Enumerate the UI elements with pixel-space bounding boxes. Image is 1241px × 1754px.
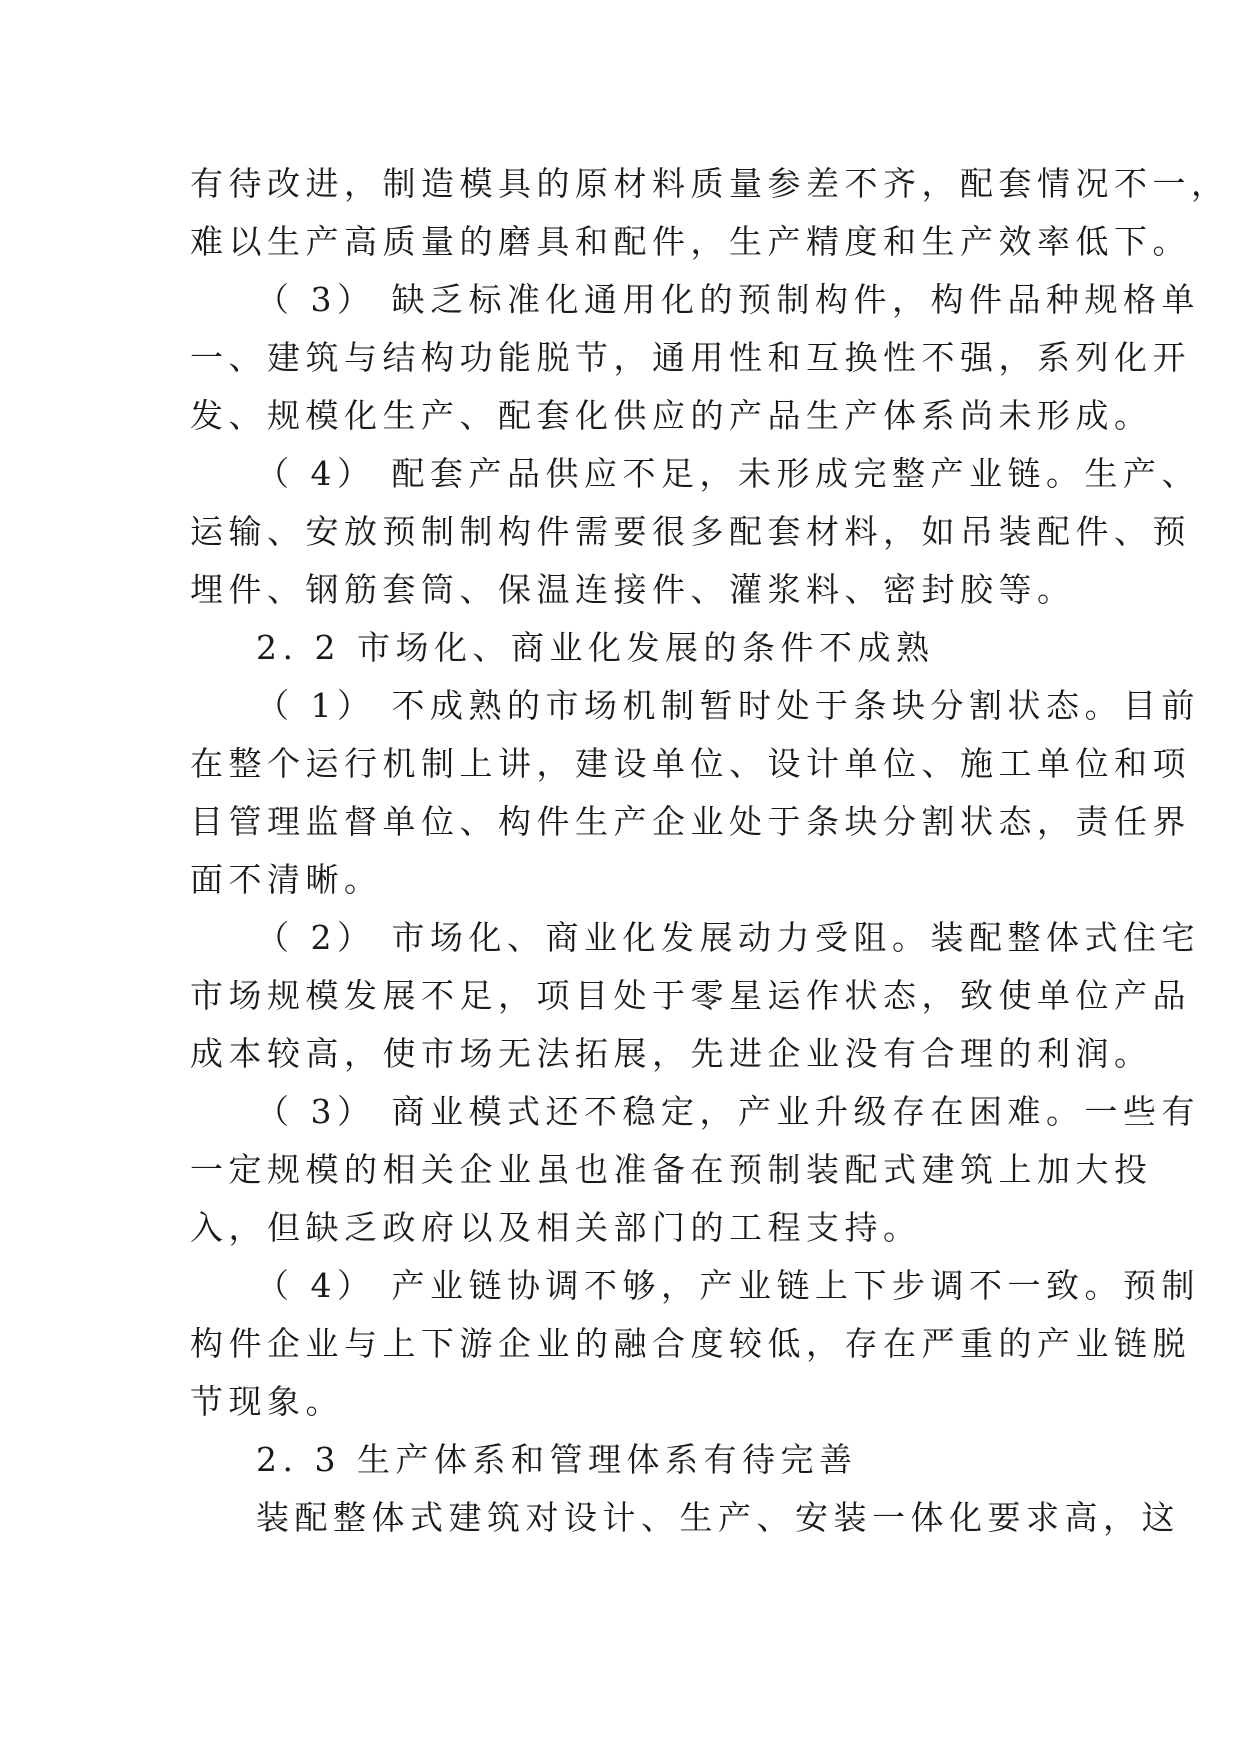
text-line: 发、规模化生产、配套化供应的产品生产体系尚未形成。 xyxy=(190,396,1153,435)
section-heading: 2. 2 市场化、商业化发展的条件不成熟 xyxy=(256,628,935,667)
text-line: 构件企业与上下游企业的融合度较低，存在严重的产业链脱 xyxy=(190,1324,1191,1363)
paragraph-start-line: （ 3） 商业模式还不稳定，产业升级存在困难。一些有 xyxy=(256,1092,1200,1131)
section-heading: 2. 3 生产体系和管理体系有待完善 xyxy=(256,1440,858,1479)
text-line: 节现象。 xyxy=(190,1382,344,1421)
text-line: 目管理监督单位、构件生产企业处于条块分割状态，责任界 xyxy=(190,802,1191,841)
text-line: 入，但缺乏政府以及相关部门的工程支持。 xyxy=(190,1208,922,1247)
text-line: 面不清晰。 xyxy=(190,860,383,899)
text-line: 在整个运行机制上讲，建设单位、设计单位、施工单位和项 xyxy=(190,744,1191,783)
text-line: 一、建筑与结构功能脱节，通用性和互换性不强，系列化开 xyxy=(190,338,1191,377)
paragraph-start-line: （ 2） 市场化、商业化发展动力受阻。装配整体式住宅 xyxy=(256,918,1200,957)
paragraph-start-line: （ 4） 配套产品供应不足，未形成完整产业链。生产、 xyxy=(256,454,1200,493)
text-line: 成本较高，使市场无法拓展，先进企业没有合理的利润。 xyxy=(190,1034,1153,1073)
paragraph-start-line: （ 4） 产业链协调不够，产业链上下步调不一致。预制 xyxy=(256,1266,1200,1305)
text-line: 埋件、钢筋套筒、保温连接件、灌浆料、密封胶等。 xyxy=(190,570,1076,609)
text-line: 运输、安放预制制构件需要很多配套材料，如吊装配件、预 xyxy=(190,512,1191,551)
paragraph-start-line: （ 3） 缺乏标准化通用化的预制构件，构件品种规格单 xyxy=(256,280,1200,319)
text-line: 有待改进，制造模具的原材料质量参差不齐，配套情况不一， xyxy=(190,164,1230,203)
text-line: 市场规模发展不足，项目处于零星运作状态，致使单位产品 xyxy=(190,976,1191,1015)
paragraph-start-line: （ 1） 不成熟的市场机制暂时处于条块分割状态。目前 xyxy=(256,686,1200,725)
text-line: 难以生产高质量的磨具和配件，生产精度和生产效率低下。 xyxy=(190,222,1191,261)
paragraph-start-line: 装配整体式建筑对设计、生产、安装一体化要求高，这 xyxy=(256,1498,1180,1537)
text-line: 一定规模的相关企业虽也准备在预制装配式建筑上加大投 xyxy=(190,1150,1153,1189)
